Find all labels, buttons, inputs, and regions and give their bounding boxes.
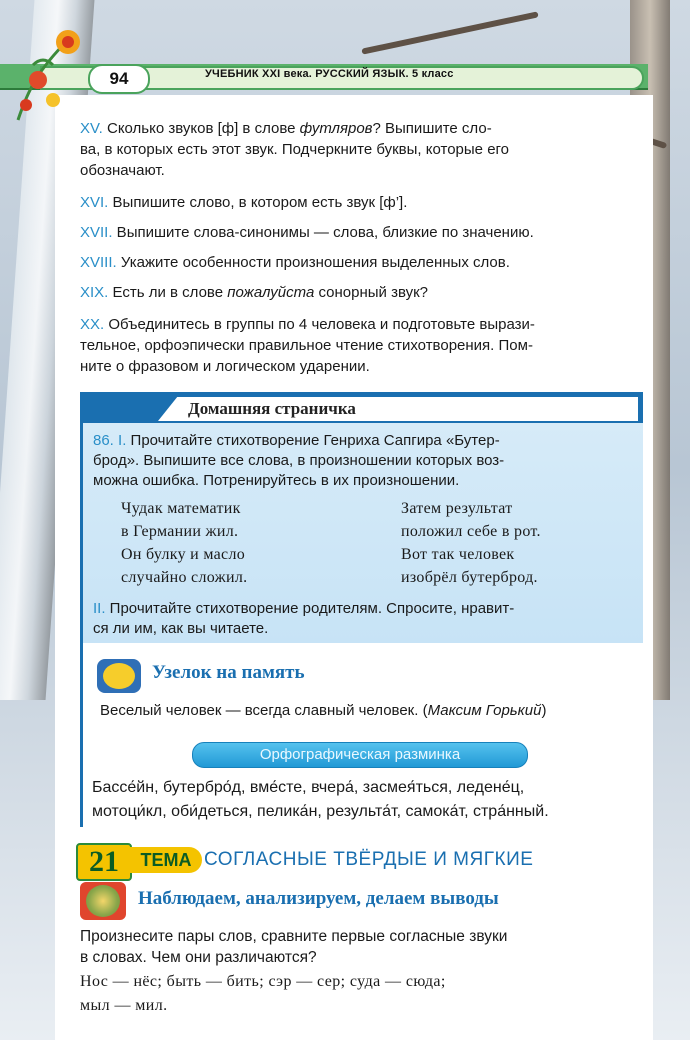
home-title: Домашняя страничка: [188, 399, 356, 418]
task-number: XV.: [80, 120, 103, 137]
task-text: Выпишите слово, в котором есть звук [ф’].: [108, 194, 408, 211]
home-header-band: [83, 395, 643, 423]
task-number: XIX.: [80, 284, 109, 301]
task-xix: [80, 282, 640, 303]
observe-line: Произнесите пары слов, сравните первые согласные звуки: [80, 928, 508, 945]
observe-title: Наблюдаем, анализируем, делаем выводы: [138, 888, 499, 909]
knot-icon: [97, 659, 141, 693]
task-xvii: [80, 222, 640, 243]
task-number: XVI.: [80, 194, 109, 211]
poem-left-column: [121, 497, 247, 589]
branch: [361, 11, 538, 54]
task-xx: [80, 314, 640, 377]
quote-author: Максим Горький: [427, 702, 542, 719]
exercise-text: ся ли им, как вы читаете.: [93, 620, 269, 637]
task-xv: [80, 118, 640, 181]
word-pairs-line-2: мыл — мил.: [80, 997, 168, 1014]
task-text: Выпишите слова-синонимы — слова, близкие по значению.: [112, 224, 534, 241]
topic-label: ТЕМА: [130, 847, 202, 873]
poem-line: положил себе в рот.: [401, 523, 541, 540]
task-number: XVIII.: [80, 254, 117, 271]
observe-line: в словах. Чем они различаются?: [80, 949, 317, 966]
exercise-part-2: [93, 599, 633, 639]
task-text: Объединитесь в группы по 4 человека и подготовьте вырази-: [104, 316, 535, 333]
part-number: I.: [118, 432, 127, 449]
floral-ornament-icon: [8, 20, 88, 130]
book-title: УЧЕБНИК XXI века. РУССКИЙ ЯЗЫК. 5 класс: [205, 68, 454, 80]
task-text: Укажите особенности произношения выделенных слов.: [116, 254, 510, 271]
task-text: сонорный звук?: [314, 284, 428, 301]
page-number: 94: [88, 64, 150, 94]
task-xviii: [80, 252, 640, 273]
task-text: ва, в которых есть этот звук. Подчеркните буквы, которые его: [80, 141, 510, 158]
exercise-text: Прочитайте стихотворение Генриха Сапгира «Бутер-: [126, 432, 500, 449]
poem-line: Затем результат: [401, 500, 513, 517]
warmup-words-line-2: мотоци́кл, оби́деться, пелика́н, результа́т, самока́т, стра́нный.: [92, 803, 549, 820]
poem-line: случайно сложил.: [121, 569, 248, 586]
task-word: футляров: [299, 120, 373, 137]
exercise-86-box: [83, 423, 643, 643]
word-pairs-line-1: Нос — нёс; быть — бить; сэр — сер; суда — сюда;: [80, 973, 446, 990]
task-text: Сколько звуков [ф] в слове: [102, 120, 300, 137]
exercise-text: Прочитайте стихотворение родителям. Спросите, нравит-: [105, 600, 515, 617]
task-text: обозначают.: [80, 162, 165, 179]
poem-right-column: [401, 497, 541, 589]
topic-title: СОГЛАСНЫЕ ТВЁРДЫЕ И МЯГКИЕ: [204, 849, 534, 870]
observe-icon: [80, 882, 126, 920]
warmup-words-line-1: Бассе́йн, бутербро́д, вме́сте, вчера́, засмея́ться, ледене́ц,: [92, 779, 525, 796]
task-word: пожалуйста: [227, 284, 315, 301]
observe-text: [80, 926, 640, 968]
poem-line: Чудак математик: [121, 500, 241, 517]
poem-line: в Германии жил.: [121, 523, 239, 540]
task-number: XVII.: [80, 224, 113, 241]
exercise-text: можна ошибка. Потренируйтесь в их произношении.: [93, 472, 460, 489]
task-text: ните о фразовом и логическом ударении.: [80, 358, 370, 375]
exercise-text: брод». Выпишите все слова, в произношении которых воз-: [93, 452, 505, 469]
quote: [100, 702, 546, 719]
task-number: XX.: [80, 316, 105, 333]
poem-line: Вот так человек: [401, 546, 515, 563]
topic-number: 21: [76, 843, 132, 881]
poem-line: Он булку и масло: [121, 546, 246, 563]
quote-text: Веселый человек — всегда славный человек. (: [100, 702, 428, 719]
part-number: II.: [93, 600, 106, 617]
uzelok-title: Узелок на память: [152, 662, 305, 683]
task-text: Есть ли в слове: [108, 284, 228, 301]
topic-header: [76, 843, 656, 879]
task-text: ? Выпишите сло-: [372, 120, 492, 137]
quote-close: ): [541, 702, 547, 719]
exercise-number: 86.: [93, 432, 114, 449]
task-xvi: [80, 192, 640, 213]
exercise-86-text: [93, 431, 633, 491]
orthography-warmup-label: Орфографическая разминка: [192, 742, 528, 768]
task-text: тельное, орфоэпически правильное чтение стихотворения. Пом-: [80, 337, 533, 354]
poem-line: изобрёл бутерброд.: [401, 569, 538, 586]
